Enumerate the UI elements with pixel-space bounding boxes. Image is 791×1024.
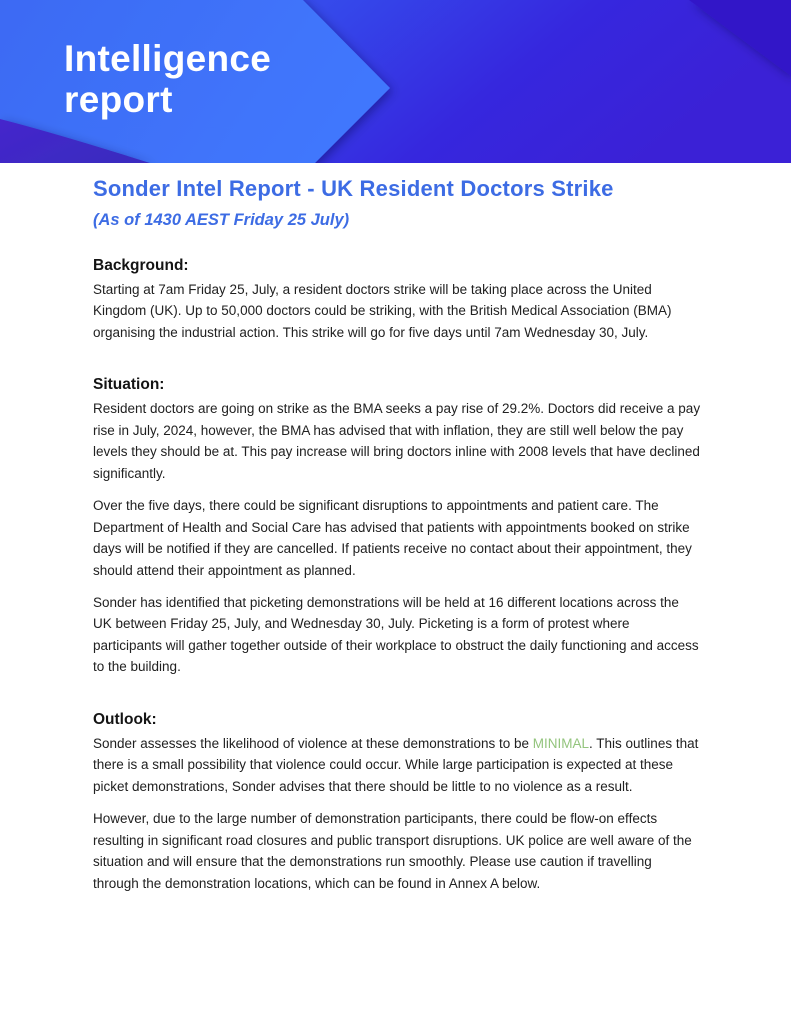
section-outlook-heading: Outlook:: [93, 710, 157, 728]
paragraph: Over the five days, there could be significant disruptions to appointments and patient care. The Department of Health and Social Care has advised that patients with appointments booked on strike days will be notified if they are cancelled. If patients receive no contact about their appointment, they should attend their appointment as planned.: [93, 498, 692, 578]
paragraph: Starting at 7am Friday 25, July, a resident doctors strike will be taking place across the United Kingdom (UK). Up to 50,000 doctors could be striking, with the British Medical Association (BMA) organising the industrial action. This strike will go for five days until 7am Wednesday 30, July.: [93, 282, 672, 340]
report-subtitle: (As of 1430 AEST Friday 25 July): [93, 211, 350, 229]
report-title: Sonder Intel Report - UK Resident Doctors Strike: [93, 176, 614, 201]
paragraph: Resident doctors are going on strike as the BMA seeks a pay rise of 29.2%. Doctors did receive a pay rise in July, 2024, however, the BMA has advised that with inflation, they are still well below the pay levels they should be at. This pay increase will bring doctors inline with 2008 levels that have declined significantly.: [93, 401, 701, 481]
section-background-heading: Background:: [93, 257, 189, 274]
paragraph: [93, 733, 701, 797]
banner-title: [64, 38, 271, 121]
report-content: [0, 163, 791, 894]
banner-title-line2: report: [64, 79, 173, 121]
banner-title-line1: Intelligence: [64, 38, 272, 79]
outlook-text-pre: Sonder assesses the likelihood of violence at these demonstrations to be: [93, 735, 533, 751]
paragraph: However, due to the large number of demonstration participants, there could be flow-on effects resulting in significant road closures and public transport disruptions. UK police are well aware of the situation and will ensure that the demonstrations run smoothly. Please use caution if travelling through the demonstration locations, which can be found in Annex A below.: [93, 811, 692, 891]
paragraph: Sonder has identified that picketing demonstrations will be held at 16 different locations across the UK between Friday 25, July, and Wednesday 30, July. Picketing is a form of protest where participants will gather together outside of their workplace to obstruct the daily functioning and access to the building.: [93, 594, 699, 675]
section-background: [93, 257, 701, 343]
section-situation-heading: Situation:: [93, 376, 165, 394]
section-outlook: [93, 711, 701, 894]
assessment-level-badge: MINIMAL: [532, 735, 590, 751]
outlook-text-post: . This outlines that there is a small possibility that violence could occur. While large participation is expected at these picket demonstrations, Sonder advises that there should be little to no violence as a result.: [93, 735, 699, 794]
report-banner: [0, 0, 791, 163]
section-situation: [93, 376, 701, 677]
